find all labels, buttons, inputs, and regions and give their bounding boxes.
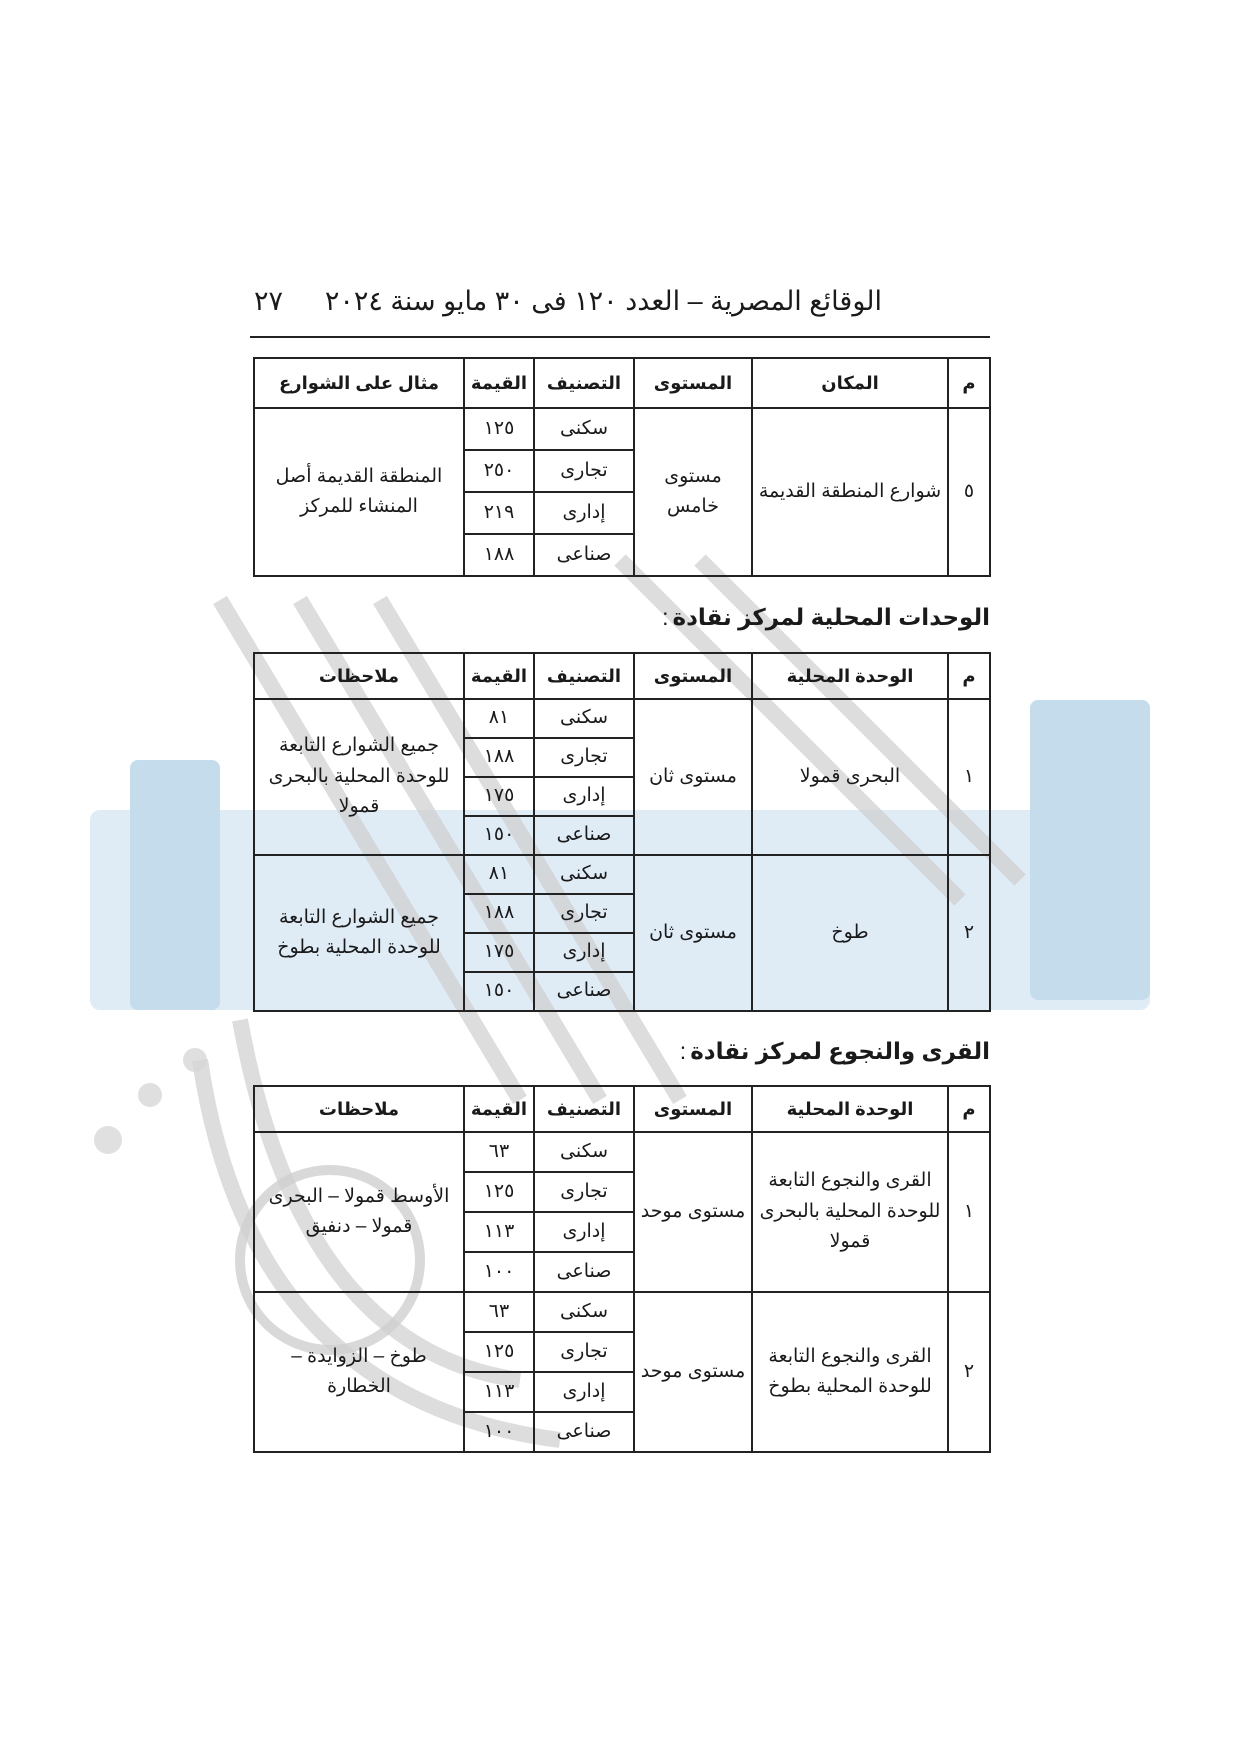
row-class: سكنى [534, 1132, 634, 1172]
col-value: القيمة [464, 653, 534, 699]
page-number: ٢٧ [254, 286, 284, 316]
row-class: إدارى [534, 777, 634, 816]
row-value: ١٧٥ [464, 777, 534, 816]
row-class: صناعى [534, 816, 634, 855]
col-notes: ملاحظات [254, 653, 464, 699]
row-class: تجارى [534, 1172, 634, 1212]
row-place: القرى والنجوع التابعة للوحدة المحلية بالبحرى قمولا [752, 1132, 948, 1292]
col-notes: ملاحظات [254, 1086, 464, 1132]
row-value: ٦٣ [464, 1132, 534, 1172]
old-area-table [253, 357, 991, 577]
table-row [254, 1132, 990, 1172]
row-level: مستوى موحد [634, 1132, 752, 1292]
row-note: المنطقة القديمة أصل المنشاء للمركز [254, 408, 464, 576]
row-class: تجارى [534, 450, 634, 492]
row-level: مستوى موحد [634, 1292, 752, 1452]
table-row [254, 408, 990, 450]
row-value: ١٥٠ [464, 972, 534, 1011]
row-index: ٥ [948, 408, 990, 576]
row-index: ١ [948, 1132, 990, 1292]
col-idx: م [948, 358, 990, 408]
row-index: ٢ [948, 1292, 990, 1452]
section-heading-local-units [662, 604, 990, 631]
row-value: ١١٣ [464, 1212, 534, 1252]
row-place: طوخ [752, 855, 948, 1011]
row-value: ١٧٥ [464, 933, 534, 972]
row-class: صناعى [534, 534, 634, 576]
row-class: إدارى [534, 1212, 634, 1252]
row-level: مستوى ثان [634, 855, 752, 1011]
row-class: تجارى [534, 894, 634, 933]
section-heading-villages [680, 1038, 990, 1065]
table-row [254, 855, 990, 894]
row-class: إدارى [534, 933, 634, 972]
row-value: ٢١٩ [464, 492, 534, 534]
row-value: ١٠٠ [464, 1252, 534, 1292]
row-value: ١٨٨ [464, 894, 534, 933]
row-value: ٨١ [464, 699, 534, 738]
row-value: ١٨٨ [464, 738, 534, 777]
col-classification: التصنيف [534, 1086, 634, 1132]
col-street-example: مثال على الشوارع [254, 358, 464, 408]
row-class: سكنى [534, 855, 634, 894]
row-index: ١ [948, 699, 990, 855]
row-value: ١٢٥ [464, 408, 534, 450]
col-level: المستوى [634, 1086, 752, 1132]
row-note: جميع الشوارع التابعة للوحدة المحلية بطوخ [254, 855, 464, 1011]
row-value: ١٢٥ [464, 1172, 534, 1212]
row-class: سكنى [534, 699, 634, 738]
row-class: سكنى [534, 408, 634, 450]
col-value: القيمة [464, 1086, 534, 1132]
table-row [254, 699, 990, 738]
section-heading-colon: : [679, 1038, 687, 1064]
col-classification: التصنيف [534, 358, 634, 408]
row-place: شوارع المنطقة القديمة [752, 408, 948, 576]
row-note: طوخ – الزوايدة – الخطارة [254, 1292, 464, 1452]
row-value: ١٨٨ [464, 534, 534, 576]
col-level: المستوى [634, 653, 752, 699]
row-value: ١٥٠ [464, 816, 534, 855]
col-local-unit: الوحدة المحلية [752, 653, 948, 699]
col-idx: م [948, 1086, 990, 1132]
col-local-unit: الوحدة المحلية [752, 1086, 948, 1132]
row-class: تجارى [534, 738, 634, 777]
row-value: ١٠٠ [464, 1412, 534, 1452]
row-index: ٢ [948, 855, 990, 1011]
table-row [254, 1292, 990, 1332]
col-value: القيمة [464, 358, 534, 408]
row-place: القرى والنجوع التابعة للوحدة المحلية بطوخ [752, 1292, 948, 1452]
page-header [250, 280, 990, 338]
row-class: صناعى [534, 1252, 634, 1292]
table-header-row [254, 358, 990, 408]
row-value: ١١٣ [464, 1372, 534, 1412]
row-class: صناعى [534, 972, 634, 1011]
row-class: إدارى [534, 1372, 634, 1412]
gazette-title: الوقائع المصرية – العدد ١٢٠ فى ٣٠ مايو سنة ٢٠٢٤ [324, 286, 882, 316]
col-level: المستوى [634, 358, 752, 408]
table-header-row [254, 1086, 990, 1132]
col-classification: التصنيف [534, 653, 634, 699]
row-level: مستوى ثان [634, 699, 752, 855]
col-idx: م [948, 653, 990, 699]
row-place: البحرى قمولا [752, 699, 948, 855]
row-class: سكنى [534, 1292, 634, 1332]
row-value: ٢٥٠ [464, 450, 534, 492]
local-units-table [253, 652, 991, 1012]
row-value: ٦٣ [464, 1292, 534, 1332]
row-class: إدارى [534, 492, 634, 534]
row-level: مستوى خامس [634, 408, 752, 576]
col-place: المكان [752, 358, 948, 408]
row-value: ١٢٥ [464, 1332, 534, 1372]
row-class: صناعى [534, 1412, 634, 1452]
section-heading-text: القرى والنجوع لمركز نقادة [690, 1038, 990, 1064]
section-heading-colon: : [662, 604, 669, 630]
row-note: الأوسط قمولا – البحرى قمولا – دنفيق [254, 1132, 464, 1292]
table-header-row [254, 653, 990, 699]
villages-table [253, 1085, 991, 1453]
row-class: تجارى [534, 1332, 634, 1372]
row-value: ٨١ [464, 855, 534, 894]
row-note: جميع الشوارع التابعة للوحدة المحلية بالبحرى قمولا [254, 699, 464, 855]
section-heading-text: الوحدات المحلية لمركز نقادة [672, 604, 990, 630]
